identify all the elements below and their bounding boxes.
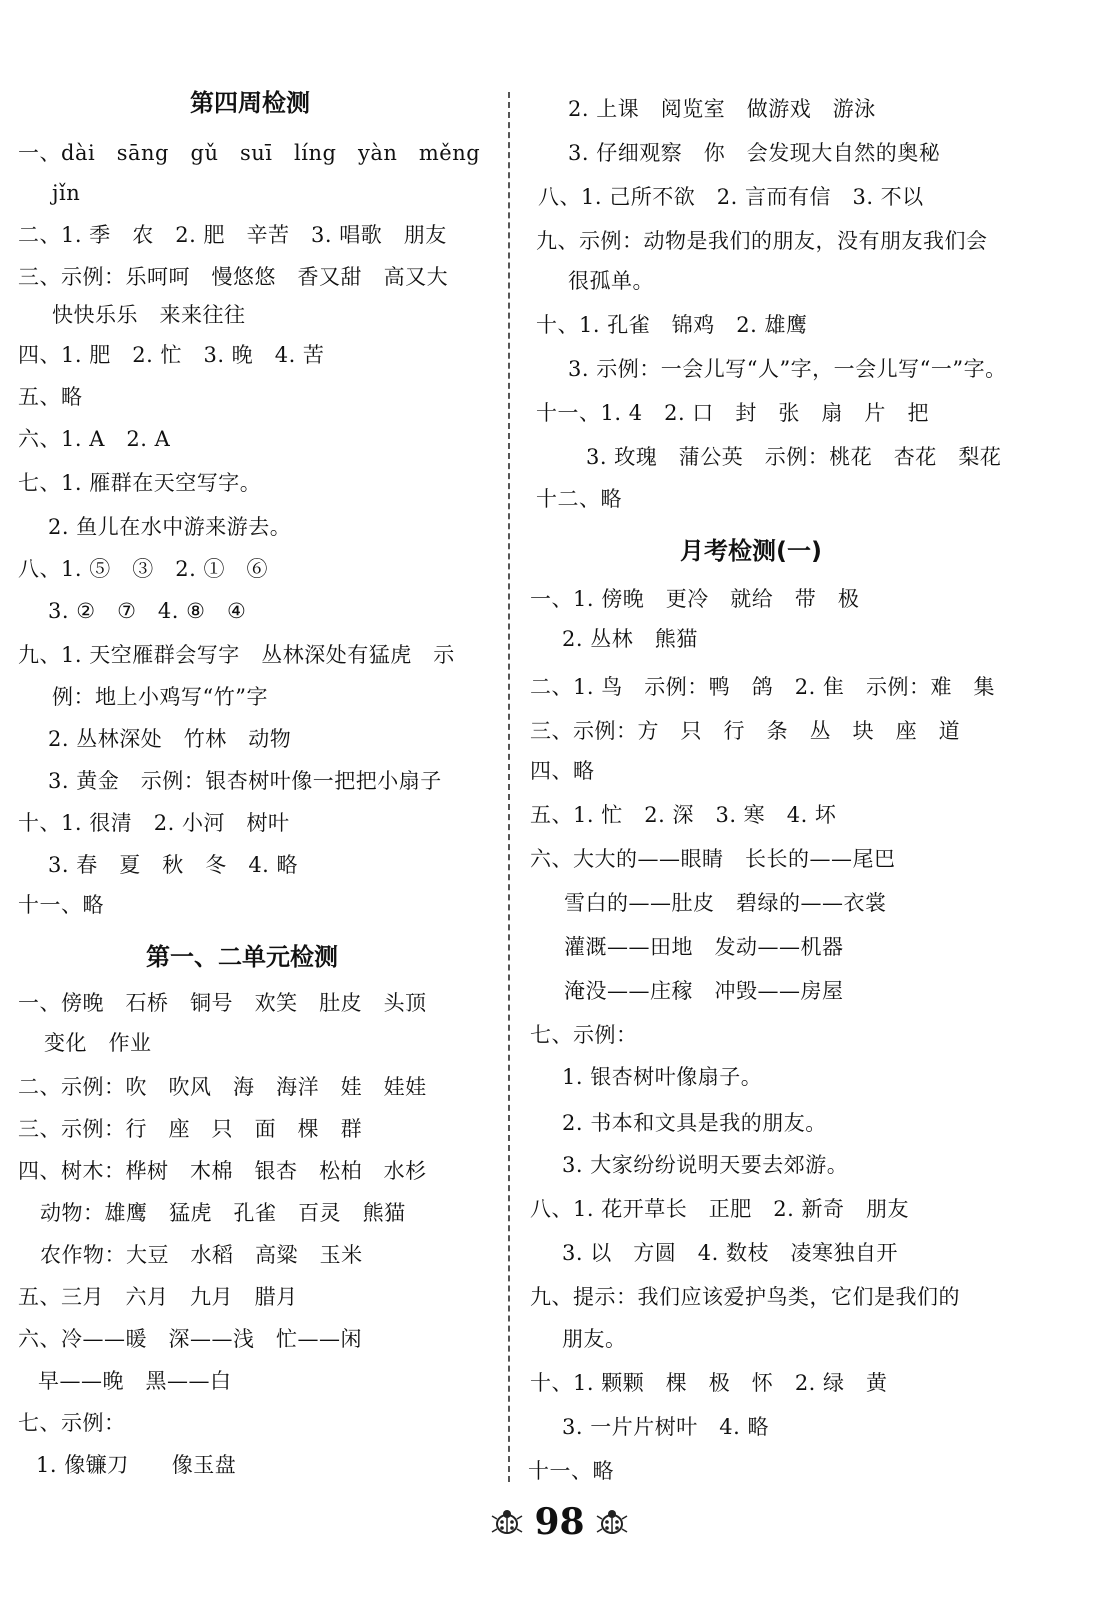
- page-number: 98: [534, 1501, 585, 1543]
- answer-line: 二、1. 鸟 示例：鸭 鸽 2. 隹 示例：难 集: [530, 675, 996, 699]
- answer-line: 三、示例：乐呵呵 慢悠悠 香又甜 高又大: [18, 265, 449, 289]
- answer-line: 二、示例：吹 吹风 海 海洋 娃 娃娃: [18, 1075, 427, 1099]
- answer-line: 3. 黄金 示例：银杏树叶像一把把小扇子: [48, 769, 442, 793]
- answer-line: 五、三月 六月 九月 腊月: [18, 1285, 298, 1309]
- answer-line: 早——晚 黑——白: [38, 1369, 232, 1393]
- answer-line: 九、提示：我们应该爱护鸟类，它们是我们的: [530, 1285, 960, 1309]
- answer-line: 农作物：大豆 水稻 高粱 玉米: [40, 1243, 363, 1267]
- answer-line: 七、示例：: [18, 1411, 126, 1435]
- answer-line: 十一、略: [18, 893, 104, 917]
- answer-line: 3. ② ⑦ 4. ⑧ ④: [48, 599, 247, 623]
- ladybug-icon: [595, 1505, 629, 1539]
- answer-line: 三、示例：方 只 行 条 丛 块 座 道: [530, 719, 961, 743]
- answer-line: 朋友。: [562, 1327, 627, 1351]
- answer-line: 动物：雄鹰 猛虎 孔雀 百灵 熊猫: [40, 1201, 406, 1225]
- answer-line: 四、树木：桦树 木棉 银杏 松柏 水杉: [18, 1159, 427, 1183]
- answer-line: 1. 像镰刀 像玉盘: [36, 1453, 237, 1477]
- divider: [508, 92, 510, 1482]
- answer-line: 3. 春 夏 秋 冬 4. 略: [48, 853, 299, 877]
- answer-line: 十一、1. 4 2. 口 封 张 扇 片 把: [536, 401, 929, 425]
- answer-line: 六、大大的——眼睛 长长的——尾巴: [530, 847, 896, 871]
- answer-line: 快快乐乐 来来往往: [52, 303, 246, 327]
- answer-line: 变化 作业: [44, 1031, 152, 1055]
- answer-line: 3. 以 方圆 4. 数枝 凌寒独自开: [562, 1241, 898, 1265]
- answer-line: 淹没——庄稼 冲毁——房屋: [564, 979, 844, 1003]
- answer-line: 1. 银杏树叶像扇子。: [562, 1065, 763, 1089]
- answer-line: 四、略: [530, 759, 595, 783]
- answer-line: 3. 玫瑰 蒲公英 示例：桃花 杏花 梨花: [586, 445, 1002, 469]
- answer-line: 3. 示例：一会儿写“人”字，一会儿写“一”字。: [568, 357, 1007, 381]
- answer-line: 一、1. 傍晚 更冷 就给 带 极: [530, 587, 860, 611]
- answer-line: 2. 书本和文具是我的朋友。: [562, 1111, 827, 1135]
- answer-line: 3. 大家纷纷说明天要去郊游。: [562, 1153, 849, 1177]
- answer-line: 2. 丛林 熊猫: [562, 627, 698, 651]
- answer-line: 十一、略: [528, 1459, 614, 1483]
- answer-line: 十二、略: [536, 487, 622, 511]
- answer-line: 八、1. 己所不欲 2. 言而有信 3. 不以: [538, 185, 924, 209]
- answer-line: 六、冷——暖 深——浅 忙——闲: [18, 1327, 363, 1351]
- answer-line: 一、dài sāng gǔ suī líng yàn měng: [18, 141, 481, 165]
- answer-line: 五、1. 忙 2. 深 3. 寒 4. 坏: [530, 803, 837, 827]
- answer-line: 十、1. 孔雀 锦鸡 2. 雄鹰: [536, 313, 808, 337]
- answer-line: 七、示例：: [530, 1023, 638, 1047]
- answer-line: 七、1. 雁群在天空写字。: [18, 471, 262, 495]
- answer-line: 八、1. ⑤ ③ 2. ① ⑥: [18, 557, 268, 581]
- answer-line: 九、示例：动物是我们的朋友，没有朋友我们会: [536, 229, 988, 253]
- answer-line: 2. 上课 阅览室 做游戏 游泳: [568, 97, 876, 121]
- ladybug-icon: [490, 1505, 524, 1539]
- section-title: 月考检测(一): [680, 537, 822, 565]
- answer-line: jǐn: [52, 181, 81, 205]
- answer-line: 八、1. 花开草长 正肥 2. 新奇 朋友: [530, 1197, 909, 1221]
- answer-line: 三、示例：行 座 只 面 棵 群: [18, 1117, 363, 1141]
- page-footer: [0, 1498, 1119, 1546]
- answer-line: 九、1. 天空雁群会写字 丛林深处有猛虎 示: [18, 643, 455, 667]
- answer-line: 雪白的——肚皮 碧绿的——衣裳: [564, 891, 887, 915]
- answer-line: 一、傍晚 石桥 铜号 欢笑 肚皮 头顶: [18, 991, 427, 1015]
- answer-line: 灌溉——田地 发动——机器: [564, 935, 844, 959]
- answer-line: 六、1. A 2. A: [18, 427, 171, 451]
- answer-line: 二、1. 季 农 2. 肥 辛苦 3. 唱歌 朋友: [18, 223, 447, 247]
- answer-line: 很孤单。: [568, 269, 654, 293]
- answer-line: 例：地上小鸡写“竹”字: [52, 685, 268, 709]
- section-title: 第四周检测: [190, 89, 310, 117]
- answer-line: 十、1. 颗颗 棵 极 怀 2. 绿 黄: [530, 1371, 888, 1395]
- answer-line: 四、1. 肥 2. 忙 3. 晚 4. 苦: [18, 343, 325, 367]
- answer-line: 五、略: [18, 385, 83, 409]
- answer-line: 2. 丛林深处 竹林 动物: [48, 727, 292, 751]
- answer-line: 3. 一片片树叶 4. 略: [562, 1415, 769, 1439]
- answer-line: 2. 鱼儿在水中游来游去。: [48, 515, 292, 539]
- section-title: 第一、二单元检测: [146, 943, 338, 971]
- answer-line: 3. 仔细观察 你 会发现大自然的奥秘: [568, 141, 941, 165]
- answer-line: 十、1. 很清 2. 小河 树叶: [18, 811, 290, 835]
